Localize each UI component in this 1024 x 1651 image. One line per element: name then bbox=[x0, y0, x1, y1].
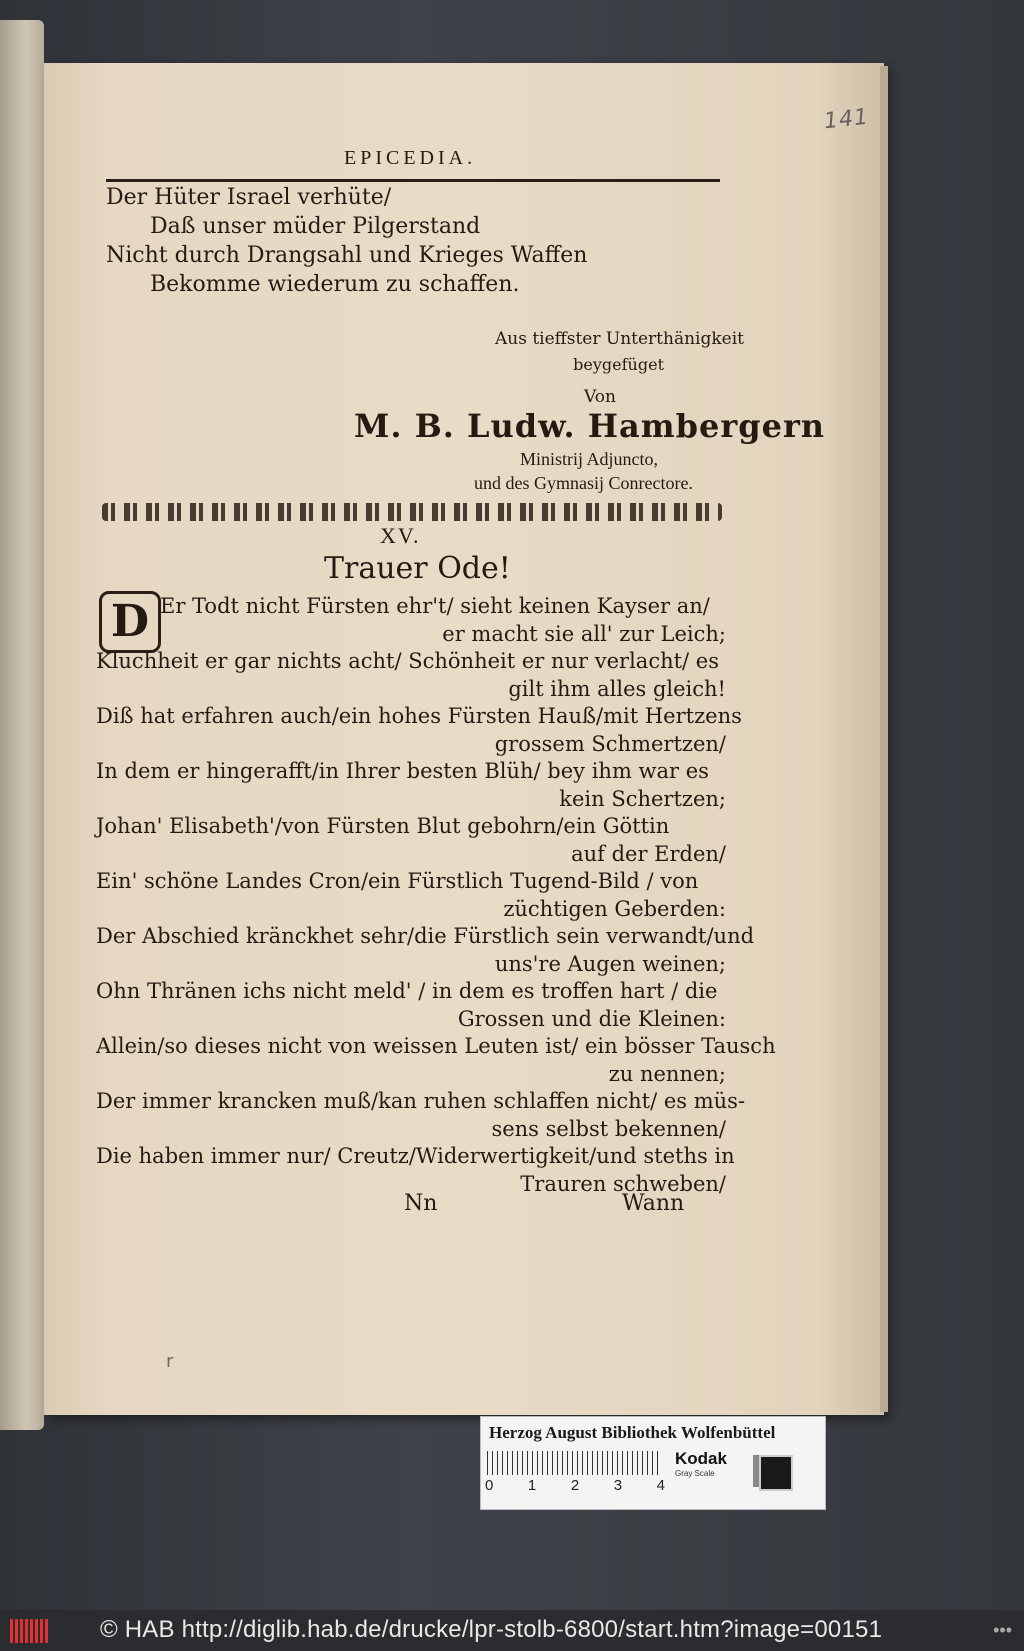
ruler-numbers bbox=[485, 1477, 665, 1494]
author-name: M. B. Ludw. Hambergern bbox=[354, 407, 826, 445]
page-edge bbox=[880, 66, 888, 1412]
poem-line: gilt ihm alles gleich! bbox=[508, 676, 726, 701]
section-numeral: XV. bbox=[380, 523, 421, 548]
poem-body bbox=[96, 593, 776, 1198]
closing-verse bbox=[106, 183, 746, 299]
poem-line: uns're Augen weinen; bbox=[494, 951, 726, 976]
verse-line: Bekomme wiederum zu schaffen. bbox=[150, 272, 520, 297]
viewer-footer bbox=[0, 1610, 1024, 1651]
ruler-number: 3 bbox=[613, 1477, 623, 1494]
running-header: EPICEDIA. bbox=[344, 147, 477, 169]
previous-page-edge bbox=[0, 20, 44, 1430]
gray-patch-dark bbox=[759, 1455, 793, 1491]
ruler-number: 2 bbox=[570, 1477, 580, 1494]
gray-scale-label: Gray Scale bbox=[675, 1469, 715, 1478]
catchword: Wann bbox=[622, 1191, 685, 1216]
header-rule bbox=[106, 179, 720, 182]
library-name: Herzog August Bibliothek Wolfenbüttel bbox=[489, 1423, 776, 1442]
ornamental-border bbox=[102, 503, 722, 521]
dedication-line-2: beygefüget bbox=[573, 355, 664, 374]
author-role: Ministrij Adjuncto, bbox=[520, 449, 659, 469]
poem-line: Kluchheit er gar nichts acht/ Schönheit er nur verlacht/ es bbox=[96, 649, 720, 673]
poem-line: Grossen und die Kleinen: bbox=[457, 1006, 726, 1031]
author-role-2: und des Gymnasij Conrectore. bbox=[474, 473, 693, 493]
poem-line: Trauren schweben/ bbox=[520, 1171, 726, 1196]
folio-number: 141 bbox=[822, 104, 871, 135]
poem-line: zu nennen; bbox=[608, 1061, 726, 1086]
verse-line: Nicht durch Drangsahl und Krieges Waffen bbox=[106, 243, 588, 268]
poem-line: grossem Schmertzen/ bbox=[494, 731, 726, 756]
kodak-brand: Kodak bbox=[675, 1449, 727, 1468]
poem-line: In dem er hingerafft/in Ihrer besten Blüh/ bey ihm war es bbox=[96, 759, 709, 783]
measurement-ruler bbox=[487, 1451, 659, 1475]
verse-line: Der Hüter Israel verhüte/ bbox=[106, 185, 392, 210]
dedication-line: Aus tieffster Unterthänigkeit bbox=[494, 329, 744, 349]
ruler-number: 0 bbox=[485, 1477, 494, 1494]
poem-line: kein Schertzen; bbox=[559, 786, 726, 811]
von-label: Von bbox=[584, 387, 616, 407]
poem-line: Er Todt nicht Fürsten ehr't/ sieht keinen Kayser an/ bbox=[160, 594, 710, 618]
pencil-mark: r bbox=[166, 1351, 174, 1372]
ruler-number: 1 bbox=[527, 1477, 537, 1494]
signature-mark: Nn bbox=[404, 1191, 438, 1216]
poem-line: Die haben immer nur/ Creutz/Widerwertigkeit/und steths in bbox=[96, 1144, 735, 1168]
poem-line: sens selbst bekennen/ bbox=[491, 1116, 726, 1141]
library-color-target bbox=[480, 1416, 826, 1510]
poem-line: Johan' Elisabeth'/von Fürsten Blut gebohrn/ein Göttin bbox=[96, 814, 670, 838]
hab-logo-icon[interactable] bbox=[10, 1619, 50, 1643]
poem-line: züchtigen Geberden: bbox=[503, 896, 726, 921]
poem-line: Ein' schöne Landes Cron/ein Fürstlich Tugend-Bild / von bbox=[96, 869, 699, 893]
poem-line: auf der Erden/ bbox=[571, 841, 726, 866]
decorated-initial: D bbox=[99, 591, 161, 653]
poem-title: Trauer Ode! bbox=[324, 551, 511, 586]
verse-line: Daß unser müder Pilgerstand bbox=[150, 214, 481, 239]
poem-line: Diß hat erfahren auch/ein hohes Fürsten Hauß/mit Hertzens bbox=[96, 704, 742, 728]
poem-line: Ohn Thränen ichs nicht meld' / in dem es troffen hart / die bbox=[96, 979, 718, 1003]
ruler-number: 4 bbox=[656, 1477, 665, 1494]
poem-line: Allein/so dieses nicht von weissen Leuten ist/ ein bösser Tausch bbox=[96, 1034, 776, 1058]
scanned-page bbox=[44, 63, 884, 1415]
poem-line: Der immer krancken muß/kan ruhen schlaffen nicht/ es müs- bbox=[96, 1089, 746, 1113]
poem-line: er macht sie all' zur Leich; bbox=[442, 621, 726, 646]
poem-line: Der Abschied kränckhet sehr/die Fürstlich sein verwandt/und bbox=[96, 924, 755, 948]
more-options-icon[interactable]: ••• bbox=[993, 1620, 1012, 1640]
permalink-text[interactable]: © HAB http://diglib.hab.de/drucke/lpr-stolb-6800/start.htm?image=00151 bbox=[100, 1616, 883, 1643]
